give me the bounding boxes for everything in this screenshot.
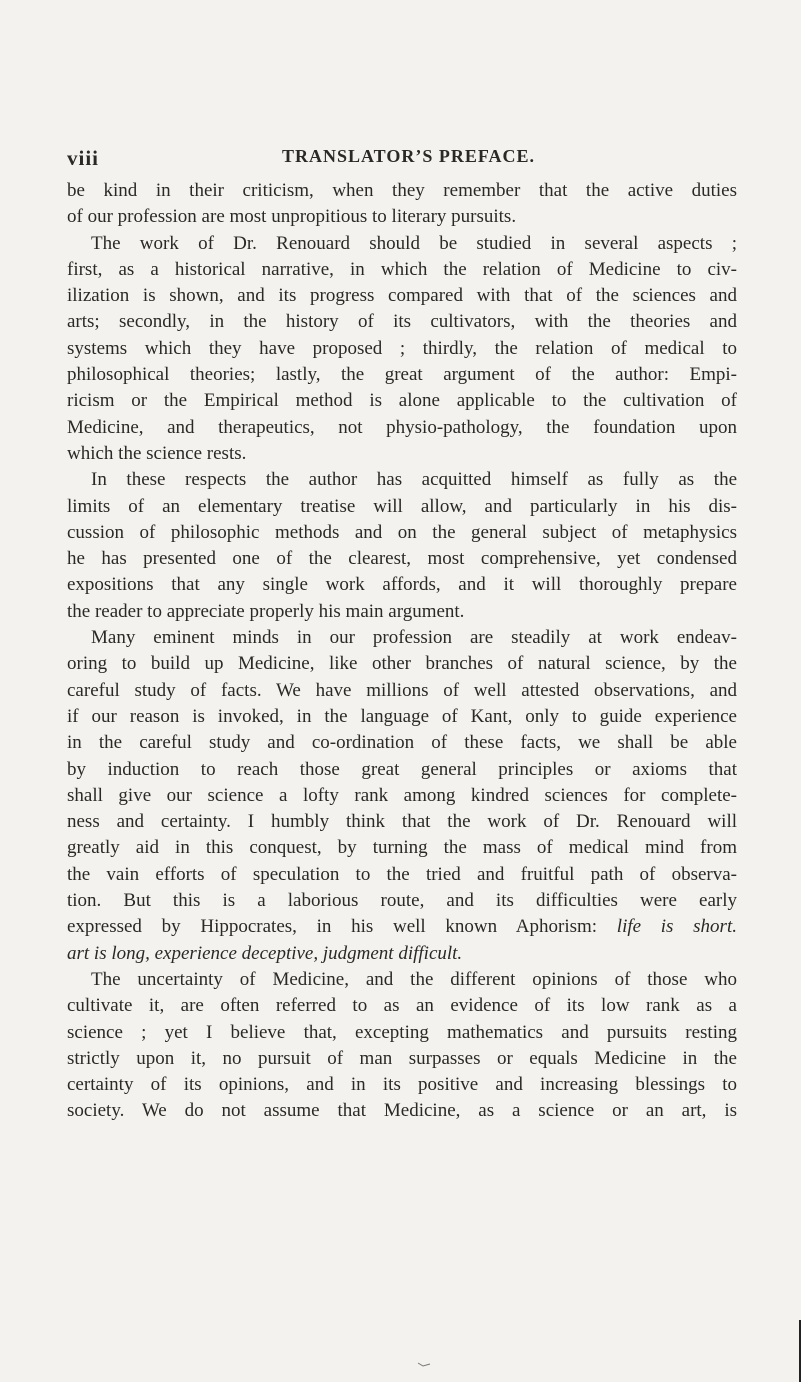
text-line: greatly aid in this conquest, by turning the mass of medical mind from bbox=[67, 837, 737, 859]
body-text bbox=[67, 178, 737, 1125]
text-line: shall give our science a lofty rank among kindred sciences for complete- bbox=[67, 784, 737, 806]
text-line: ricism or the Empirical method is alone applicable to the cultivation of bbox=[67, 390, 737, 412]
text-line: philosophical theories; lastly, the great argument of the author: Empi- bbox=[67, 364, 737, 386]
text-line: society. We do not assume that Medicine, as a science or an art, is bbox=[67, 1100, 737, 1122]
text-line: he has presented one of the clearest, most comprehensive, yet condensed bbox=[67, 548, 737, 570]
scan-mark bbox=[417, 1362, 431, 1368]
text-line: careful study of facts. We have millions of well attested observations, and bbox=[67, 679, 737, 701]
italic-aphorism-segment: life is short. bbox=[616, 916, 737, 938]
text-line: tion. But this is a laborious route, and its difficulties were early bbox=[67, 890, 737, 912]
text-line: by induction to reach those great general principles or axioms that bbox=[67, 758, 737, 780]
text-line: the vain efforts of speculation to the tried and fruitful path of observa- bbox=[67, 863, 737, 885]
text-line: if our reason is invoked, in the language of Kant, only to guide experience bbox=[67, 705, 737, 727]
text-line: be kind in their criticism, when they remember that the active duties bbox=[67, 180, 737, 201]
text-line: systems which they have proposed ; thirdly, the relation of medical to bbox=[67, 337, 737, 359]
text-line: oring to build up Medicine, like other branches of natural science, by the bbox=[67, 653, 737, 675]
text-line: expositions that any single work affords, and it will thoroughly prepare bbox=[67, 574, 737, 596]
page-number: viii bbox=[67, 146, 100, 170]
text-line: ilization is shown, and its progress compared with that of the sciences and bbox=[67, 285, 737, 307]
text-line-with-italic-end bbox=[67, 914, 737, 940]
running-head: TRANSLATOR’S PREFACE. bbox=[282, 146, 536, 166]
text-line: arts; secondly, in the history of its cultivators, with the theories and bbox=[67, 311, 737, 333]
text-line: the reader to appreciate properly his main argument. bbox=[67, 600, 465, 622]
text-segment: expressed by Hippocrates, in his well known Aphorism: bbox=[67, 916, 598, 938]
text-line: science ; yet I believe that, excepting mathematics and pursuits resting bbox=[67, 1021, 737, 1043]
text-line: certainty of its opinions, and in its positive and increasing blessings to bbox=[67, 1074, 737, 1096]
text-line: The uncertainty of Medicine, and the different opinions of those who bbox=[91, 968, 737, 990]
text-line: in the careful study and co-ordination of these facts, we shall be able bbox=[67, 732, 737, 754]
italic-aphorism-line: art is long, experience deceptive, judgment difficult. bbox=[67, 942, 463, 964]
text-line: cultivate it, are often referred to as an evidence of its low rank as a bbox=[67, 995, 737, 1017]
text-line: strictly upon it, no pursuit of man surpasses or equals Medicine in the bbox=[67, 1047, 737, 1069]
text-line: In these respects the author has acquitted himself as fully as the bbox=[91, 469, 737, 491]
text-line: of our profession are most unpropitious to literary pursuits. bbox=[67, 206, 517, 228]
text-line: cussion of philosophic methods and on the general subject of metaphysics bbox=[67, 521, 737, 543]
text-line: first, as a historical narrative, in which the relation of Medicine to civ- bbox=[67, 258, 737, 280]
text-line: ness and certainty. I humbly think that the work of Dr. Renouard will bbox=[67, 811, 737, 833]
text-line: Many eminent minds in our profession are steadily at work endeav- bbox=[91, 627, 737, 649]
text-line: Medicine, and therapeutics, not physio-pathology, the foundation upon bbox=[67, 416, 737, 438]
page-header bbox=[67, 146, 737, 172]
text-line: which the science rests. bbox=[67, 442, 247, 464]
text-line: limits of an elementary treatise will allow, and particularly in his dis- bbox=[67, 495, 737, 517]
text-line: The work of Dr. Renouard should be studied in several aspects ; bbox=[91, 232, 737, 254]
